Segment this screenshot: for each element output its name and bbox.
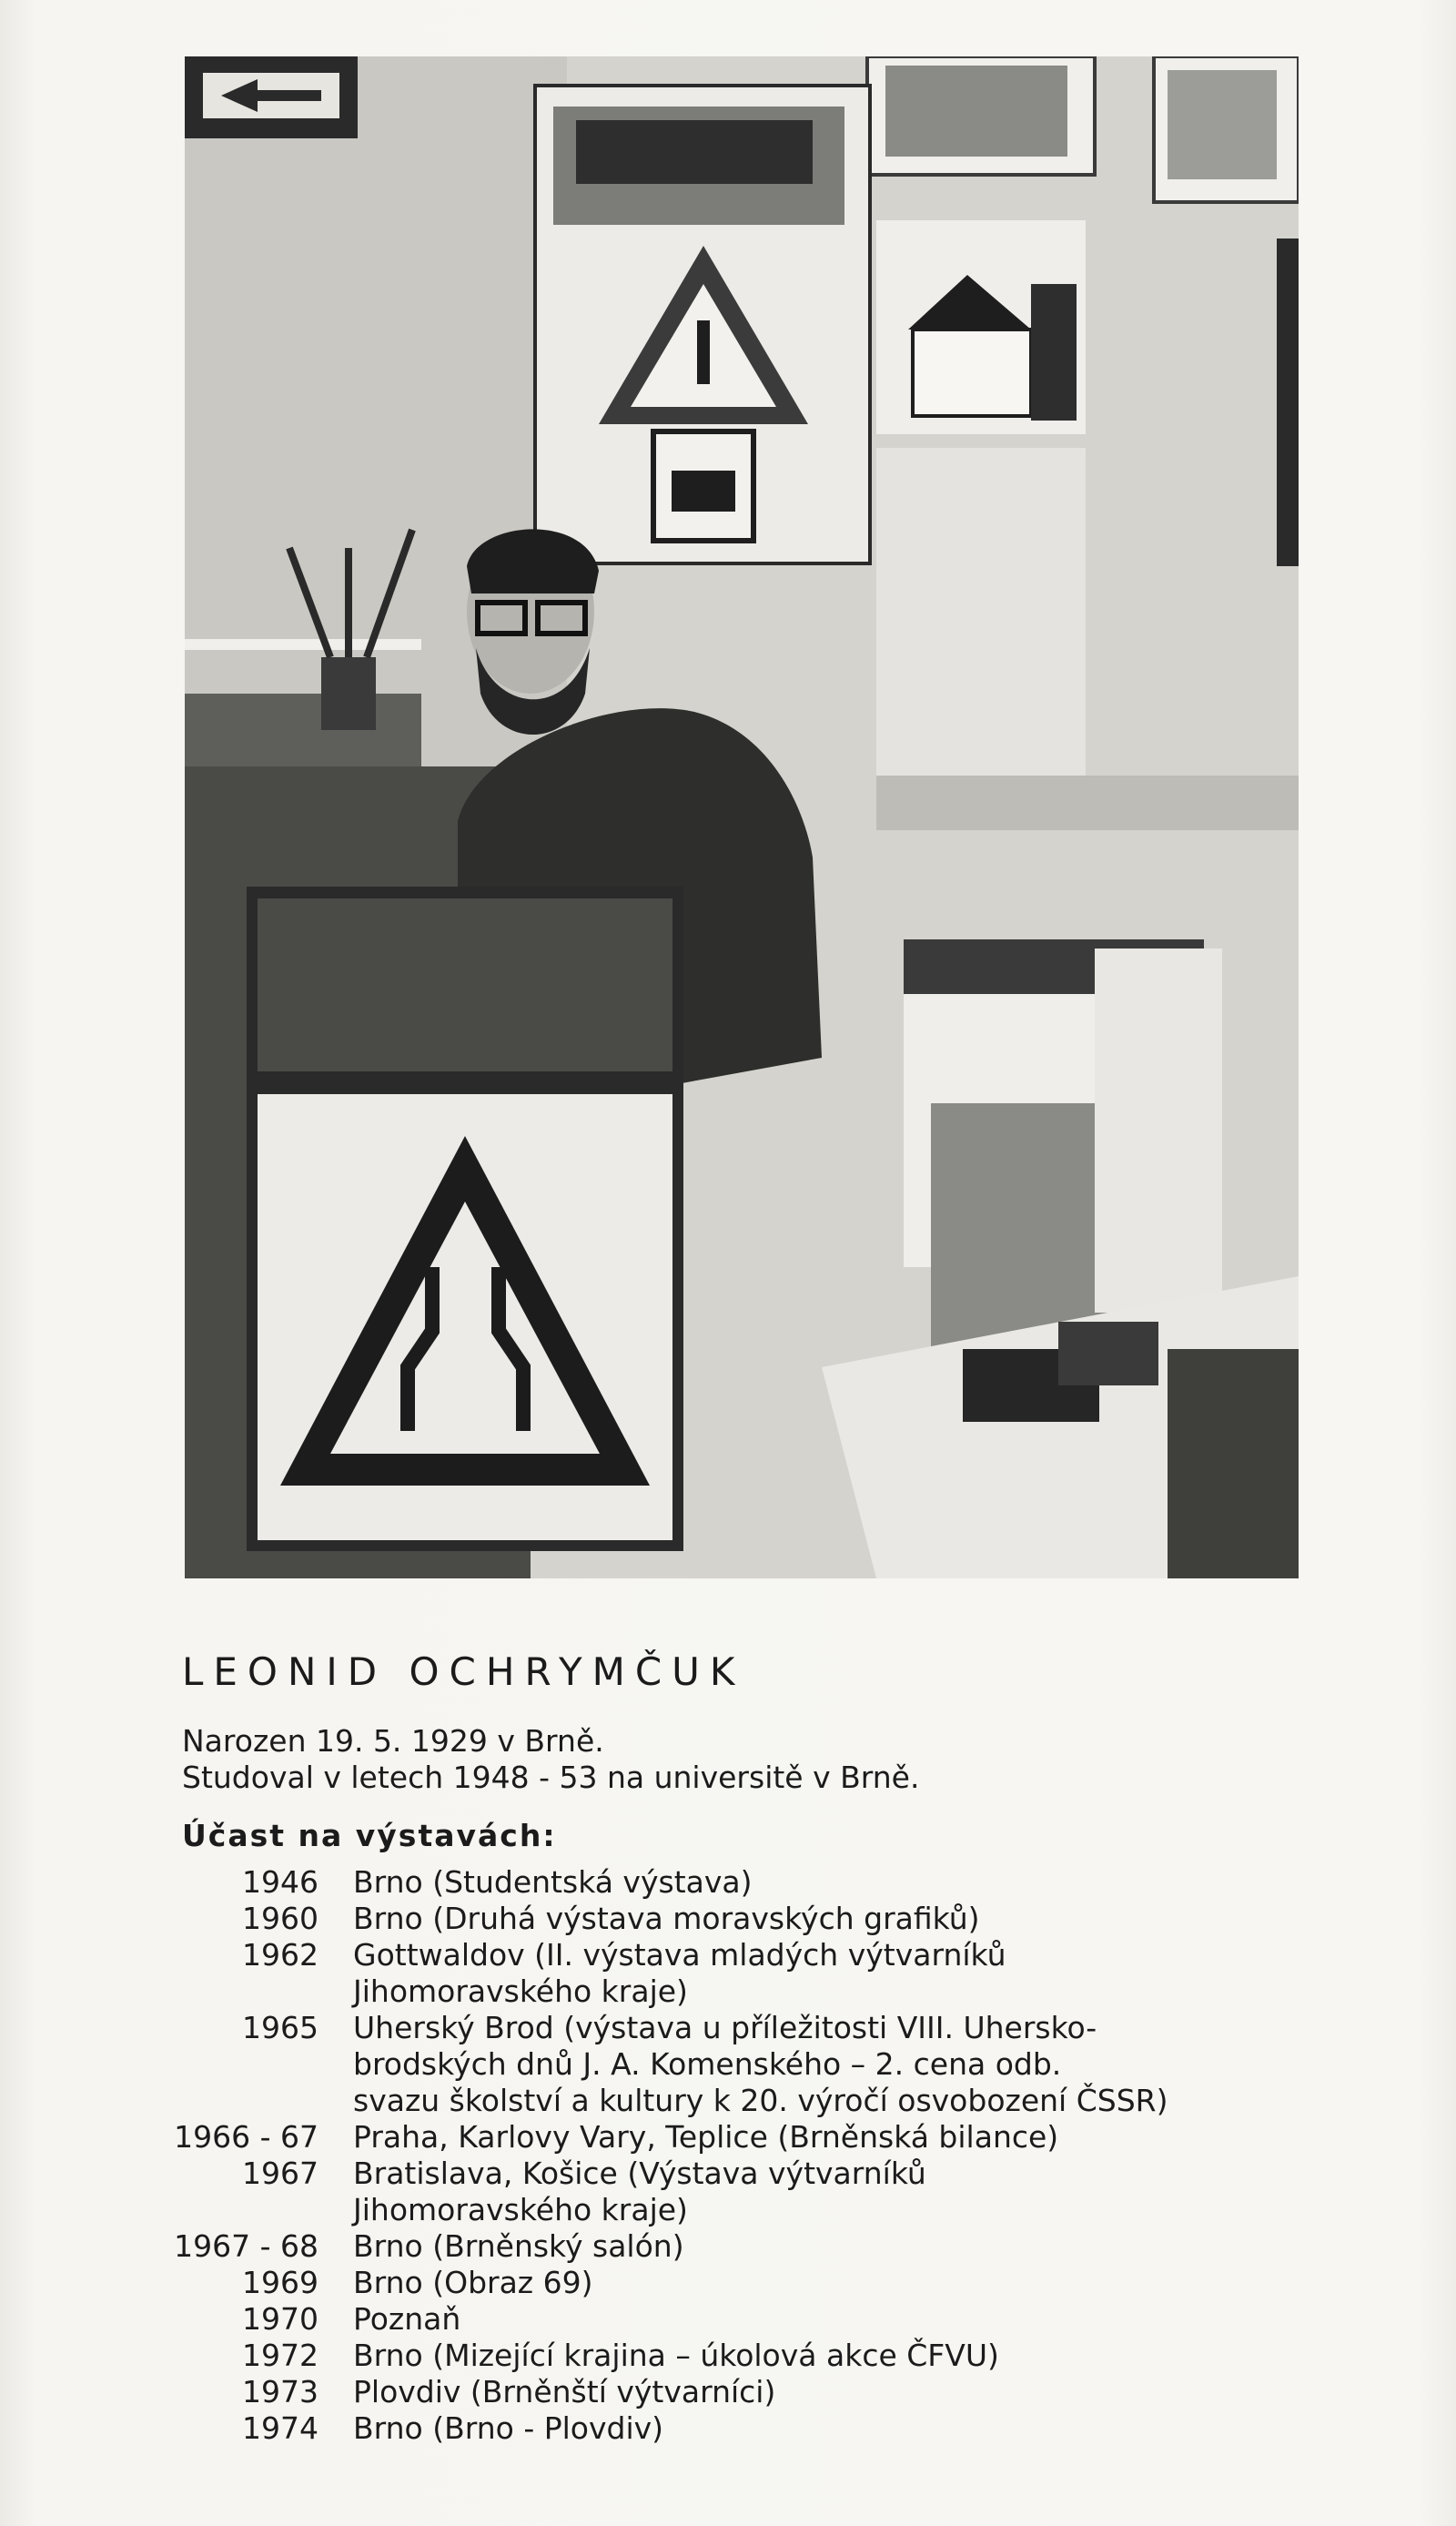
studio-photograph	[185, 56, 1299, 1578]
exhibition-description-line: Brno (Obraz 69)	[353, 2265, 593, 2300]
exhibition-year: 1967 - 68	[174, 2228, 318, 2264]
exhibition-entry	[173, 2265, 1290, 2301]
exhibition-entry	[173, 2119, 1290, 2156]
exhibition-entry	[173, 2338, 1290, 2374]
exhibition-year: 1972	[242, 2338, 318, 2373]
exhibition-description-line: Praha, Karlovy Vary, Teplice (Brněnská bilance)	[353, 2119, 1059, 2155]
exhibition-description-line: Plovdiv (Brněnští výtvarníci)	[353, 2374, 776, 2409]
exhibition-description-line: Brno (Druhá výstava moravských grafiků)	[353, 1901, 980, 1936]
exhibition-year: 1970	[242, 2301, 318, 2337]
exhibition-description	[353, 2301, 1290, 2338]
exhibition-year: 1969	[242, 2265, 318, 2300]
exhibition-year: 1946	[242, 1864, 318, 1900]
exhibition-description	[353, 2410, 1290, 2447]
study-line: Studoval v letech 1948 - 53 na universitě v Brně.	[182, 1760, 920, 1795]
exhibition-description	[353, 2265, 1290, 2301]
exhibition-description-line: Brno (Brněnský salón)	[353, 2228, 684, 2264]
exhibition-description-line: Poznaň	[353, 2301, 461, 2337]
artist-name: LEONID OCHRYMČUK	[182, 1649, 745, 1694]
exhibition-description	[353, 1937, 1290, 2010]
exhibition-entry	[173, 1937, 1290, 2010]
exhibition-year: 1960	[242, 1901, 318, 1936]
exhibition-year: 1962	[242, 1937, 318, 1973]
exhibition-year: 1965	[242, 2010, 318, 2045]
exhibition-entry	[173, 1901, 1290, 1937]
exhibition-year: 1974	[242, 2410, 318, 2446]
exhibition-year: 1966 - 67	[174, 2119, 318, 2155]
exhibition-description-line: Bratislava, Košice (Výstava výtvarníků	[353, 2156, 926, 2191]
exhibition-description	[353, 2374, 1290, 2410]
exhibitions-heading: Účast na výstavách:	[182, 1818, 557, 1853]
exhibition-description	[353, 1864, 1290, 1901]
exhibition-description	[353, 2119, 1290, 2156]
exhibition-description-line: brodských dnů J. A. Komenského – 2. cena odb.	[353, 2046, 1062, 2082]
exhibition-description-line: Uherský Brod (výstava u příležitosti VIII. Uhersko-	[353, 2010, 1097, 2045]
exhibition-description-line: svazu školství a kultury k 20. výročí osvobození ČSSR)	[353, 2083, 1168, 2118]
exhibition-description-line: Brno (Studentská výstava)	[353, 1864, 753, 1900]
exhibitions-list	[173, 1864, 1290, 2447]
exhibition-entry	[173, 2228, 1290, 2265]
exhibition-description-line: Jihomoravského kraje)	[353, 1973, 688, 2009]
exhibition-entry	[173, 2156, 1290, 2228]
exhibition-description	[353, 2228, 1290, 2265]
exhibition-description-line: Gottwaldov (II. výstava mladých výtvarníků	[353, 1937, 1006, 1973]
exhibition-entry	[173, 2010, 1290, 2119]
exhibition-description-line: Jihomoravského kraje)	[353, 2192, 688, 2227]
exhibition-description	[353, 2156, 1290, 2228]
biography	[182, 1723, 919, 1796]
exhibition-description-line: Brno (Brno - Plovdiv)	[353, 2410, 664, 2446]
exhibition-year: 1973	[242, 2374, 318, 2409]
exhibition-entry	[173, 2410, 1290, 2447]
exhibition-year: 1967	[242, 2156, 318, 2191]
exhibition-description	[353, 2338, 1290, 2374]
exhibition-entry	[173, 2374, 1290, 2410]
exhibition-description-line: Brno (Mizející krajina – úkolová akce ČFVU)	[353, 2338, 999, 2373]
exhibition-entry	[173, 1864, 1290, 1901]
exhibition-entry	[173, 2301, 1290, 2338]
birth-line: Narozen 19. 5. 1929 v Brně.	[182, 1723, 604, 1759]
exhibition-description	[353, 2010, 1290, 2119]
exhibition-description	[353, 1901, 1290, 1937]
